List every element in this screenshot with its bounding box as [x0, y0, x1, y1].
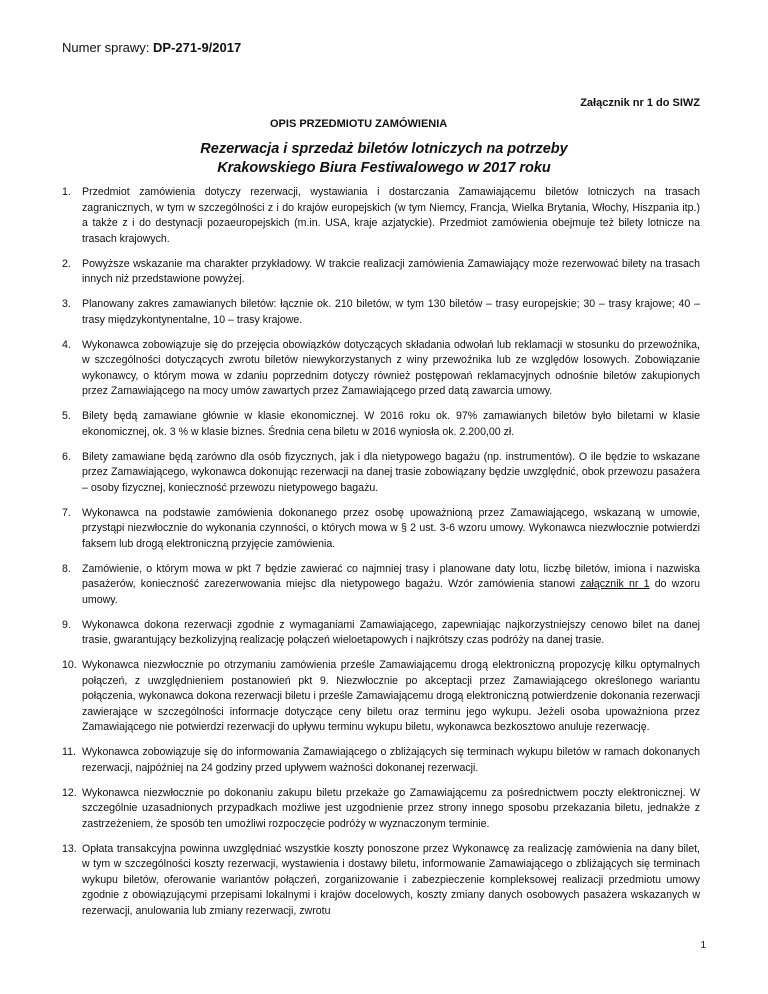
list-item	[62, 618, 700, 649]
item-text: Planowany zakres zamawianych biletów: łącznie ok. 210 biletów, w tym 130 biletów – trasy europejskie; 30 – trasy krajowe; 40 – trasy międzykontynentalne, 10 – trasy krajowe.	[82, 298, 700, 326]
item-text-before: Zamówienie, o którym mowa w pkt 7 będzie zawierać co najmniej trasy i planowane daty lotu, liczbę biletów, imiona i nazwiska pasażerów, konieczność zarezerwowania miejsc dla nietypowego bagażu. Wzór zamówienia stanowi	[82, 562, 700, 590]
item-number: 8.	[62, 562, 71, 575]
item-number: 2.	[62, 257, 71, 270]
list-item	[62, 506, 700, 553]
item-text: Przedmiot zamówienia dotyczy rezerwacji, wystawiania i dostarczania Zamawiającemu biletów lotniczych na trasach zagranicznych, w tym w szczególności z i do krajów europejskich (w tym Niemcy, Francja, Wielka Brytania, Włochy, Hiszpania itp.) a także z i do destynacji pozaeuropejskich (m.in. USA, kraje azjatyckie). Przedmiot zamówienia obejmuje też bilety lotnicze na trasach krajowych.	[82, 186, 700, 245]
item-number: 9.	[62, 618, 71, 631]
item-number: 5.	[62, 410, 71, 422]
item-number: 1.	[62, 186, 71, 198]
case-number	[62, 40, 241, 56]
item-text: Opłata transakcyjna powinna uwzględniać wszystkie koszty ponoszone przez Wykonawcę za realizację zamówienia na dany bilet, w tym w szczególności koszty rezerwacji, wystawienia i dostawy biletu, informowanie Zamawiającego o zbliżających się terminach wykupu biletów, oferowanie wariantów połączeń, zorganizowanie i zabezpieczenie kompleksowej realizacji przedmiotu umowy zgodnie z obowiązującymi przepisami lokalnymi i krajów docelowych, koszty zmiany danych osobowych pasażera wskazanych w rezerwacji, anulowania lub zmiany rezerwacji, zwrotu	[82, 842, 700, 917]
requirements-list	[62, 185, 700, 929]
list-item	[62, 842, 700, 920]
list-item	[62, 257, 700, 288]
list-item	[62, 786, 700, 833]
item-number: 3.	[62, 298, 71, 310]
item-text: Bilety będą zamawiane głównie w klasie ekonomicznej. W 2016 roku ok. 97% zamawianych biletów było biletami w klasie ekonomicznej, ok. 3 % w klasie biznes. Średnia cena biletu w 2016 wyniosła ok. 2.200,00 zł.	[82, 410, 700, 438]
list-item	[62, 450, 700, 497]
document-title-line-1: Rezerwacja i sprzedaż biletów lotniczych na potrzeby	[200, 141, 568, 157]
item-text: Wykonawca na podstawie zamówienia dokonanego przez osobę upoważnioną przez Zamawiającego, wskazaną w umowie, przystąpi niezwłocznie do wykonania czynności, o których mowa w § 2 ust. 3-6 wzoru umowy. Wykonawca niezwłocznie potwierdzi faksem lub drogą elektroniczną przyjęcie zamówienia.	[82, 506, 700, 550]
item-text: Bilety zamawiane będą zarówno dla osób fizycznych, jak i dla nietypowego bagażu (np. instrumentów). O ile będzie to wskazane przez Zamawiającego, wykonawca dokonując rezerwacji na danej trasie zobowiązany będzie uwzględnić, obok przewozu pasażera – osoby fizycznej, konieczność przewozu nietypowego bagażu.	[82, 450, 700, 494]
attachment-reference: załącznik nr 1	[580, 578, 650, 590]
item-number: 12.	[62, 786, 77, 799]
list-item	[62, 338, 700, 400]
section-title: OPIS PRZEDMIOTU ZAMÓWIENIA	[270, 118, 448, 130]
item-text: Powyższe wskazanie ma charakter przykładowy. W trakcie realizacji zamówienia Zamawiający może rezerwować bilety na trasach innych niż przedstawione powyżej.	[82, 257, 700, 285]
list-item	[62, 297, 700, 328]
list-item	[62, 745, 700, 776]
list-item	[62, 562, 700, 609]
item-text	[82, 562, 700, 609]
item-text: Wykonawca niezwłocznie po otrzymaniu zamówienia prześle Zamawiającemu drogą elektroniczną propozycję kilku optymalnych połączeń, z uwzględnieniem postanowień pkt 9. Niezwłocznie po akceptacji przez Zamawiającego określonego wariantu połączenia, wykonawca dokona rezerwacji biletu i prześle Zamawiającemu drogą elektroniczną potwierdzenie dokonania rezerwacji zawierające w szczególności informacje dotyczące ceny biletu oraz terminu jego wykupu. Jeżeli osoba upoważniona przez Zamawiającego nie potwierdzi rezerwacji do upływu terminu wykupu biletu, wykonawca bezkosztowo anuluje rezerwację.	[82, 659, 700, 733]
item-text-after: do wzoru umowy.	[82, 578, 700, 606]
document-title-line-2: Krakowskiego Biura Festiwalowego w 2017 roku	[217, 160, 551, 176]
list-item	[62, 409, 700, 440]
item-number: 4.	[62, 338, 71, 351]
item-number: 10.	[62, 659, 77, 671]
item-text: Wykonawca zobowiązuje się do przejęcia obowiązków dotyczących składania odwołań lub reklamacji w stosunku do przewoźnika, w szczególności dotyczących zwrotu biletów niewykorzystanych z winy przewoźnika lub ze względów losowych. Zobowiązanie wykonawcy, o którym mowa w zdaniu poprzednim dotyczy również postępowań reklamacyjnych odnośnie biletów zakupionych przez Zamawiającego na mocy umów zawartych przez Zamawiającego przed datą zawarcia umowy.	[82, 338, 700, 397]
list-item	[62, 658, 700, 736]
attachment-label: Załącznik nr 1 do SIWZ	[580, 97, 700, 109]
item-text: Wykonawca niezwłocznie po dokonaniu zakupu biletu przekaże go Zamawiającemu za pośrednictwem poczty elektronicznej. W szczególnie uzasadnionych przypadkach możliwe jest uzgodnienie przez strony innego sposobu przekazania biletu, jednakże z zastrzeżeniem, że sposób ten umożliwi rozpoczęcie podróży w wyznaczonym terminie.	[82, 786, 700, 830]
item-number: 13.	[62, 842, 77, 855]
case-number-label: Numer sprawy:	[62, 40, 150, 55]
item-number: 6.	[62, 450, 71, 463]
item-text: Wykonawca zobowiązuje się do informowania Zamawiającego o zbliżających się terminach wykupu biletów w ramach dokonanych rezerwacji, najpóźniej na 24 godziny przed upływem ważności dokonanej rezerwacji.	[82, 746, 700, 774]
item-number: 11.	[62, 746, 76, 758]
document-title	[0, 140, 768, 178]
page-number: 1	[700, 940, 706, 951]
case-number-value: DP-271-9/2017	[153, 40, 242, 55]
item-number: 7.	[62, 506, 71, 519]
list-item	[62, 185, 700, 247]
item-text: Wykonawca dokona rezerwacji zgodnie z wymaganiami Zamawiającego, zapewniając najkorzystniejszy cenowo bilet na danej trasie, gwarantujący bezkolizyjną realizację połączeń wieloetapowych i najkrótszy czas podróży na danej trasie.	[82, 618, 700, 646]
